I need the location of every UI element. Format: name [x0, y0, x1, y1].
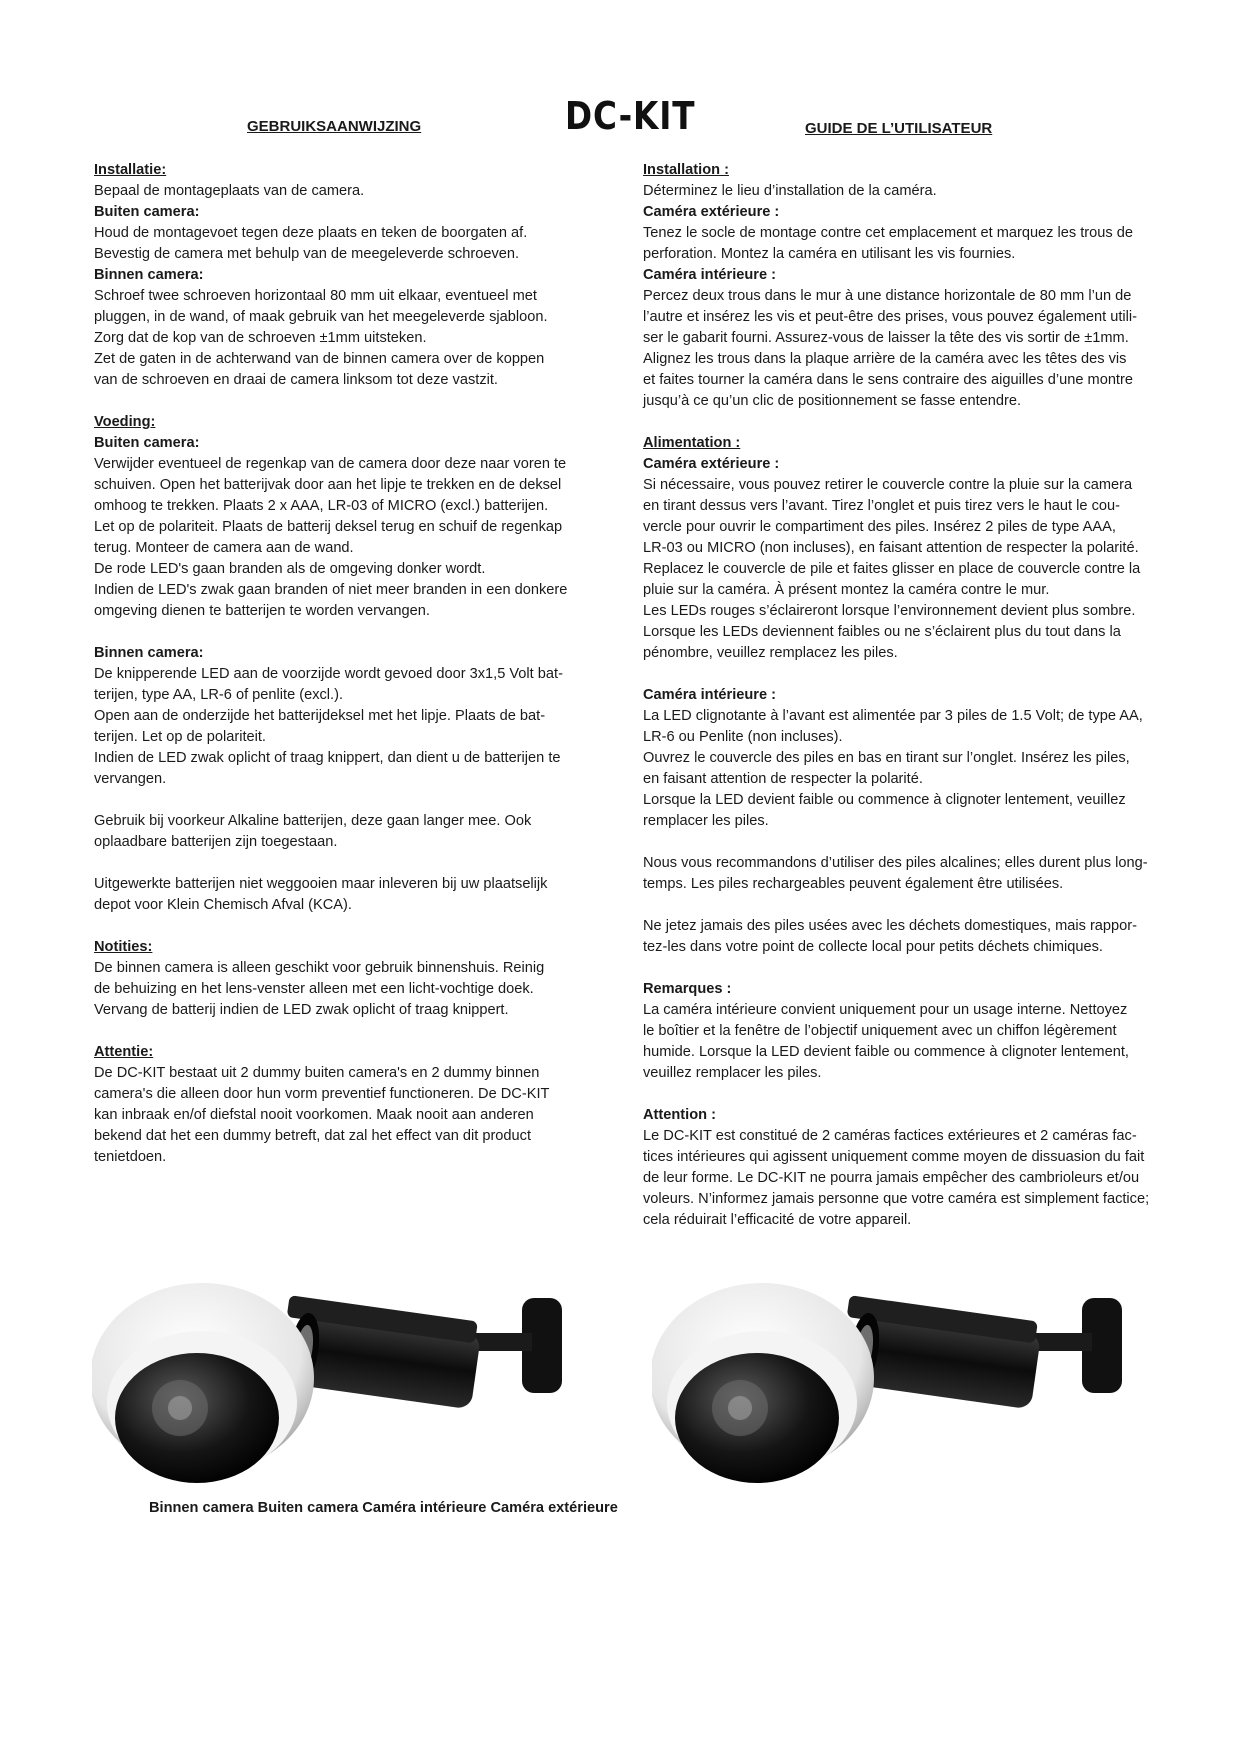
dome-camera [652, 1283, 874, 1483]
text-line: Zet de gaten in de achterwand van de binnen camera over de koppen [94, 351, 545, 367]
text-line: Houd de montagevoet tegen deze plaats en teken de boorgaten af. [94, 225, 528, 241]
product-title: DC-KIT [565, 94, 696, 138]
text-line: Tenez le socle de montage contre cet emplacement et marquez les trous de [643, 225, 1133, 241]
subsection-title: Buiten camera: [94, 435, 200, 451]
section-title: Alimentation : [643, 435, 741, 451]
nl-notities-section [94, 937, 574, 1021]
photo-caption: Binnen camera Buiten camera Caméra intérieure Caméra extérieure [149, 1500, 618, 1516]
text-line: Indien de LED's zwak gaan branden of niet meer branden in een donkere [94, 582, 568, 598]
text-line: schuiven. Open het batterijvak door aan het lipje te trekken en de deksel [94, 477, 562, 493]
text-line: La caméra intérieure convient uniquement pour un usage interne. Nettoyez [643, 1002, 1128, 1018]
text-line: De binnen camera is alleen geschikt voor gebruik binnenshuis. Reinig [94, 960, 545, 976]
text-line: Gebruik bij voorkeur Alkaline batterijen, deze gaan langer mee. Ook [94, 813, 532, 829]
subsection-title: Caméra extérieure : [643, 204, 780, 220]
fr-alcalines-section [643, 853, 1153, 895]
text-line: omhoog te trekken. Plaats 2 x AAA, LR-03 of MICRO (excl.) batterijen. [94, 498, 549, 514]
section-title: Installatie: [94, 162, 167, 178]
fr-attention-section [643, 1105, 1153, 1231]
text-line: temps. Les piles rechargeables peuvent également être utilisées. [643, 876, 1064, 892]
text-line: La LED clignotante à l’avant est alimentée par 3 piles de 1.5 Volt; de type AA, [643, 708, 1143, 724]
text-line: cela réduirait l’efficacité de votre appareil. [643, 1212, 912, 1228]
section-title: Voeding: [94, 414, 156, 430]
fr-remarques-section [643, 979, 1153, 1084]
text-line: le boîtier et la fenêtre de l’objectif uniquement avec un chiffon légèrement [643, 1023, 1117, 1039]
text-line: de behuizing en het lens-venster alleen met een licht-vochtige doek. [94, 981, 534, 997]
dome-camera [92, 1283, 314, 1483]
nl-kca-section [94, 874, 574, 916]
dutch-column [94, 160, 574, 1168]
text-line: LR-03 ou MICRO (non incluses), en faisant attention de respecter la polarité. [643, 540, 1139, 556]
text-line: De rode LED's gaan branden als de omgeving donker wordt. [94, 561, 486, 577]
section-title: Notities: [94, 939, 153, 955]
nl-voeding-section [94, 412, 574, 622]
text-line: Vervang de batterij indien de LED zwak oplicht of traag knippert. [94, 1002, 509, 1018]
camera-photo-left [92, 1278, 592, 1493]
text-line: Percez deux trous dans le mur à une distance horizontale de 80 mm l’un de [643, 288, 1132, 304]
text-line: De DC-KIT bestaat uit 2 dummy buiten camera's en 2 dummy binnen [94, 1065, 540, 1081]
text-line: Let op de polariteit. Plaats de batterij deksel terug en schuif de regenkap [94, 519, 563, 535]
text-line: terijen. Let op de polariteit. [94, 729, 266, 745]
text-line: tices intérieures qui agissent uniquement comme moyen de dissuasion du fait [643, 1149, 1145, 1165]
text-line: en faisant attention de respecter la polarité. [643, 771, 923, 787]
fr-alimentation-section [643, 433, 1153, 664]
text-line: pénombre, veuillez remplacez les piles. [643, 645, 898, 661]
text-line: Bepaal de montageplaats van de camera. [94, 183, 365, 199]
subsection-title: Binnen camera: [94, 645, 204, 661]
text-line: voleurs. N’informez jamais personne que votre caméra est simplement factice; [643, 1191, 1150, 1207]
text-line: perforation. Montez la caméra en utilisant les vis fournies. [643, 246, 1016, 262]
text-line: tez-les dans votre point de collecte local pour petits déchets chimiques. [643, 939, 1103, 955]
text-line: Lorsque la LED devient faible ou commence à clignoter lentement, veuillez [643, 792, 1126, 808]
text-line: Ouvrez le couvercle des piles en bas en tirant sur l’onglet. Insérez les piles, [643, 750, 1130, 766]
text-line: Si nécessaire, vous pouvez retirer le couvercle contre la pluie sur la camera [643, 477, 1133, 493]
section-title: Attentie: [94, 1044, 154, 1060]
text-line: Ne jetez jamais des piles usées avec les déchets domestiques, mais rappor- [643, 918, 1137, 934]
subsection-title: Caméra intérieure : [643, 267, 777, 283]
text-line: Bevestig de camera met behulp van de meegeleverde schroeven. [94, 246, 520, 262]
subsection-title: Buiten camera: [94, 204, 200, 220]
text-line: Indien de LED zwak oplicht of traag knippert, dan dient u de batterijen te [94, 750, 561, 766]
text-line: depot voor Klein Chemisch Afval (KCA). [94, 897, 352, 913]
text-line: terijen, type AA, LR-6 of penlite (excl.). [94, 687, 344, 703]
text-line: Zorg dat de kop van de schroeven ±1mm uitsteken. [94, 330, 427, 346]
section-title: Attention : [643, 1107, 716, 1123]
text-line: omgeving dienen te batterijen te worden vervangen. [94, 603, 430, 619]
text-line: Replacez le couvercle de pile et faites glisser en place de couvercle contre la [643, 561, 1141, 577]
text-line: camera's die alleen door hun vorm preventief functioneren. De DC-KIT [94, 1086, 550, 1102]
nl-binnen-section [94, 643, 574, 790]
text-line: ser le gabarit fourni. Assurez-vous de laisser la tête des vis sortir de ±1mm. [643, 330, 1129, 346]
text-line: l’autre et insérez les vis et peut-être des prises, vous pouvez également utili- [643, 309, 1137, 325]
bullet-camera [278, 1295, 562, 1409]
text-line: Open aan de onderzijde het batterijdeksel met het lipje. Plaats de bat- [94, 708, 546, 724]
text-line: kan inbraak en/of diefstal nooit voorkomen. Maak nooit aan anderen [94, 1107, 534, 1123]
dutch-heading: GEBRUIKSAANWIJZING [247, 118, 422, 135]
text-line: LR-6 ou Penlite (non incluses). [643, 729, 843, 745]
text-line: Le DC-KIT est constitué de 2 caméras factices extérieures et 2 caméras fac- [643, 1128, 1137, 1144]
fr-installation-section [643, 160, 1153, 412]
text-line: de leur forme. Le DC-KIT ne pourra jamais empêcher des cambrioleurs et/ou [643, 1170, 1140, 1186]
text-line: van de schroeven en draai de camera linksom tot deze vastzit. [94, 372, 498, 388]
text-line: Les LEDs rouges s’éclaireront lorsque l’environnement devient plus sombre. [643, 603, 1136, 619]
text-line: Déterminez le lieu d’installation de la caméra. [643, 183, 937, 199]
text-line: humide. Lorsque la LED devient faible ou commence à clignoter lentement, [643, 1044, 1129, 1060]
text-line: Verwijder eventueel de regenkap van de camera door deze naar voren te [94, 456, 567, 472]
text-line: en tirant dessus vers l’avant. Tirez l’onglet et puis tirez vers le haut le cou- [643, 498, 1120, 514]
nl-alkaline-section [94, 811, 574, 853]
text-line: Alignez les trous dans la plaque arrière de la caméra avec les têtes des vis [643, 351, 1127, 367]
text-line: et faites tourner la caméra dans le sens contraire des aiguilles d’une montre [643, 372, 1133, 388]
text-line: bekend dat het een dummy betreft, dat zal het effect van dit product [94, 1128, 532, 1144]
nl-attentie-section [94, 1042, 574, 1168]
text-line: oplaadbare batterijen zijn toegestaan. [94, 834, 338, 850]
section-title: Remarques : [643, 981, 732, 997]
french-column [643, 160, 1153, 1231]
subsection-title: Caméra intérieure : [643, 687, 777, 703]
text-line: veuillez remplacer les piles. [643, 1065, 822, 1081]
section-title: Installation : [643, 162, 729, 178]
text-line: jusqu’à ce qu’un clic de positionnement se fasse entendre. [643, 393, 1022, 409]
text-line: vervangen. [94, 771, 167, 787]
text-line: vercle pour ouvrir le compartiment des piles. Insérez 2 piles de type AAA, [643, 519, 1116, 535]
text-line: tenietdoen. [94, 1149, 167, 1165]
camera-photo-right [652, 1278, 1152, 1493]
text-line: pluie sur la caméra. À présent montez la caméra contre le mur. [643, 582, 1050, 598]
nl-installatie-section [94, 160, 574, 391]
subsection-title: Caméra extérieure : [643, 456, 780, 472]
french-heading: GUIDE DE L’UTILISATEUR [805, 120, 993, 137]
text-line: De knipperende LED aan de voorzijde wordt gevoed door 3x1,5 Volt bat- [94, 666, 563, 682]
text-line: terug. Monteer de camera aan de wand. [94, 540, 354, 556]
fr-interieure-section [643, 685, 1153, 832]
text-line: Lorsque les LEDs deviennent faibles ou ne s’éclairent plus du tout dans la [643, 624, 1121, 640]
subsection-title: Binnen camera: [94, 267, 204, 283]
text-line: pluggen, in de wand, of maak gebruik van het meegeleverde sjabloon. [94, 309, 548, 325]
text-line: Uitgewerkte batterijen niet weggooien maar inleveren bij uw plaatselijk [94, 876, 548, 892]
text-line: Nous vous recommandons d’utiliser des piles alcalines; elles durent plus long- [643, 855, 1148, 871]
text-line: remplacer les piles. [643, 813, 769, 829]
fr-dechets-section [643, 916, 1153, 958]
bullet-camera [838, 1295, 1122, 1409]
text-line: Schroef twee schroeven horizontaal 80 mm uit elkaar, eventueel met [94, 288, 537, 304]
